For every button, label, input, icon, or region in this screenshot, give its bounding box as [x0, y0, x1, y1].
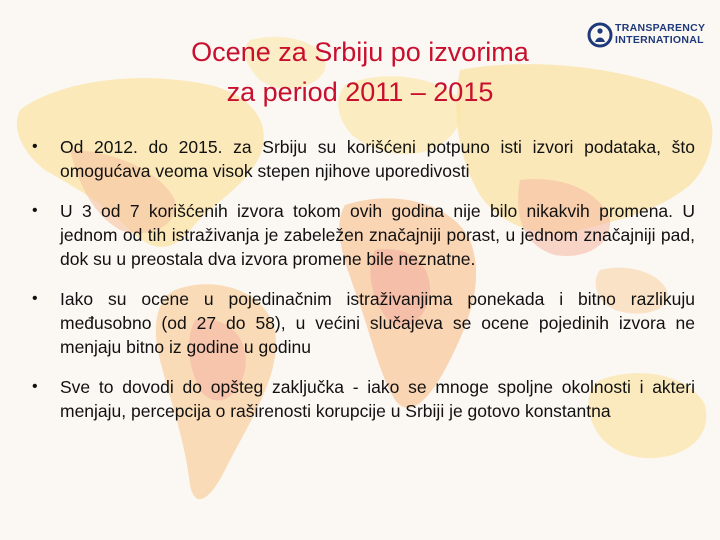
logo-text	[615, 22, 705, 46]
bullet-item	[30, 375, 695, 423]
bullet-text: Iako su ocene u pojedinačnim istraživanjima ponekada i bitno razlikuju međusobno (od 27 do 58), u većini slučajeva se ocene pojedinih izvora ne menjaju bitno iz godine u godinu	[60, 289, 695, 357]
bullet-text: Sve to dovodi do opšteg zaključka - iako se mnoge spoljne okolnosti i akteri menjaju, percepcija o raširenosti korupcije u Srbiji je gotovo konstantna	[60, 377, 695, 421]
bullet-list	[30, 135, 695, 439]
bullet-dot-icon: •	[32, 378, 38, 395]
logo-text-line-2: INTERNATIONAL	[615, 34, 704, 46]
title-line-1: Ocene za Srbiju po izvorima	[191, 37, 529, 67]
title-line-2: za period 2011 – 2015	[226, 77, 494, 107]
bullet-dot-icon: •	[32, 138, 38, 155]
bullet-text: Od 2012. do 2015. za Srbiju su korišćeni potpuno isti izvori podataka, što omogućava veoma visok stepen njihove uporedivosti	[60, 137, 695, 181]
bullet-item	[30, 287, 695, 359]
bullet-item	[30, 135, 695, 183]
bullet-item	[30, 199, 695, 271]
logo-emblem-icon	[587, 22, 613, 48]
transparency-international-logo	[585, 18, 717, 58]
bullet-text: U 3 od 7 korišćenih izvora tokom ovih godina nije bilo nikakvih promena. U jednom od tih istraživanja je zabeležen značajniji porast, u jednom značajniji pad, dok su u preostala dva izvora promene bile neznatne.	[60, 201, 695, 269]
bullet-dot-icon: •	[32, 290, 38, 307]
logo-text-line-1: TRANSPARENCY	[615, 22, 706, 34]
slide-title	[100, 32, 620, 112]
bullet-dot-icon: •	[32, 202, 38, 219]
